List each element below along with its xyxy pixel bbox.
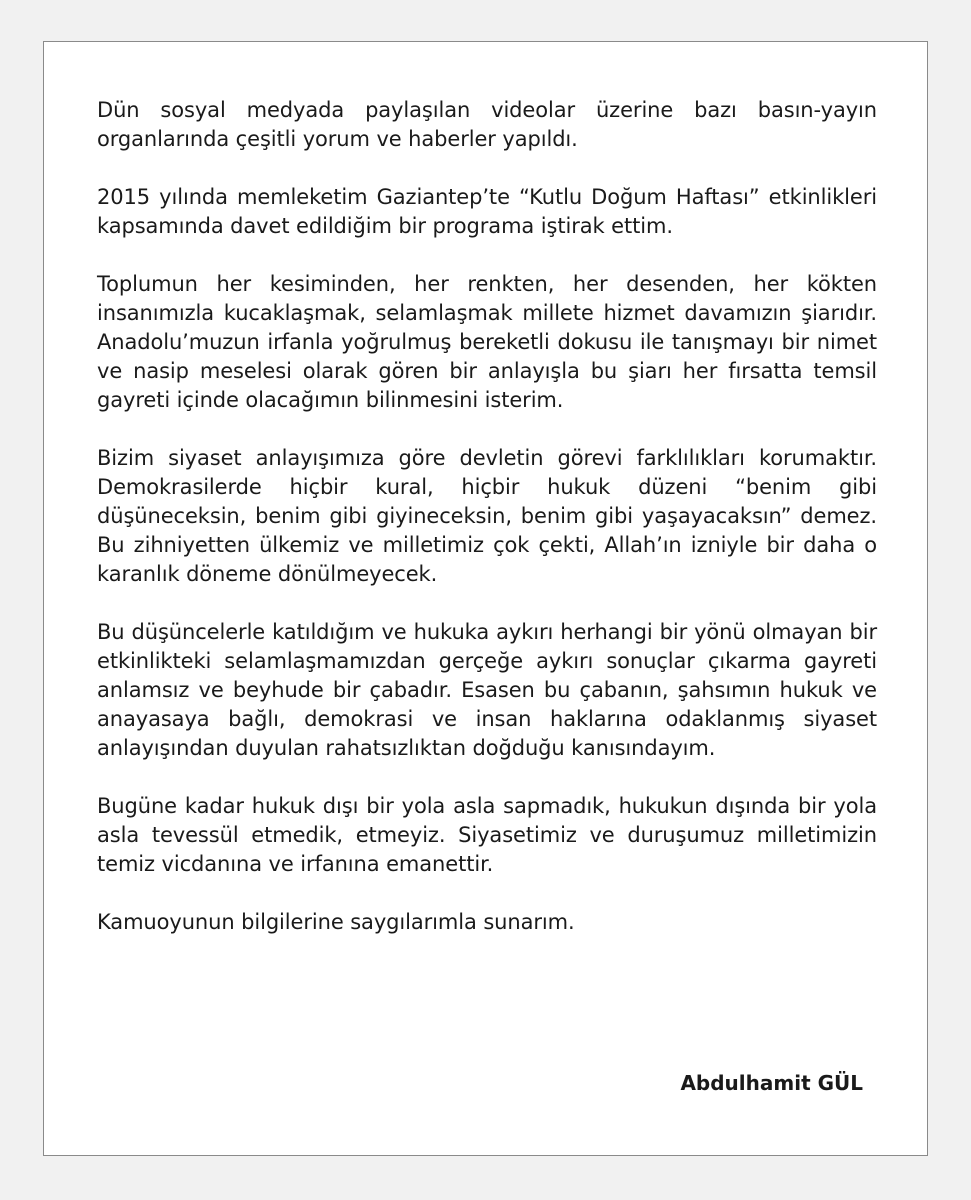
paragraph-event: 2015 yılında memleketim Gaziantep’te “Kutlu Doğum Haftası” etkinlikleri kapsamında davet edildiğim bir programa iştirak ettim. bbox=[97, 185, 877, 238]
paragraph-meeting: Bu düşüncelerle katıldığım ve hukuka aykırı herhangi bir yönü olmayan bir etkinlikteki selamlaşmamızdan gerçeğe aykırı sonuçlar çıkarma gayreti anlamsız ve beyhude bir çabadır. Esasen bu çabanın, şahsımın hukuk ve anayasaya bağlı, demokrasi ve insan haklarına odaklanmış siyaset anlayışından duyulan rahatsızlıktan doğduğu kanısındayım. bbox=[97, 620, 877, 760]
paragraph-closing: Kamuoyunun bilgilerine saygılarımla sunarım. bbox=[97, 910, 575, 934]
paragraph-politics: Bizim siyaset anlayışımıza göre devletin görevi farklılıkları korumaktır. Demokrasilerde hiçbir kural, hiçbir hukuk düzeni “benim gibi düşüneceksin, benim gibi giyineceksin, benim gibi yaşayacaksın” demez. Bu zihniyetten ülkemiz ve milletimiz çok çekti, Allah’ın izniyle bir daha o karanlık döneme dönülmeyecek. bbox=[97, 446, 877, 586]
paragraph-law: Bugüne kadar hukuk dışı bir yola asla sapmadık, hukukun dışında bir yola asla tevessül etmedik, etmeyiz. Siyasetimiz ve duruşumuz milletimizin temiz vicdanına ve irfanına emanettir. bbox=[97, 794, 877, 876]
signature-name: Abdulhamit GÜL bbox=[680, 1071, 863, 1095]
letter-body bbox=[97, 96, 877, 966]
paragraph-embrace: Toplumun her kesiminden, her renkten, her desenden, her kökten insanımızla kucaklaşmak, selamlaşmak millete hizmet davamızın şiarıdır. Anadolu’muzun irfanla yoğrulmuş bereketli dokusu ile tanışmayı bir nimet ve nasip meselesi olarak gören bir anlayışla bu şiarı her fırsatta temsil gayreti içinde olacağımın bilinmesini isterim. bbox=[97, 272, 877, 412]
paragraph-intro: Dün sosyal medyada paylaşılan videolar üzerine bazı basın-yayın organlarında çeşitli yorum ve haberler yapıldı. bbox=[97, 98, 877, 151]
